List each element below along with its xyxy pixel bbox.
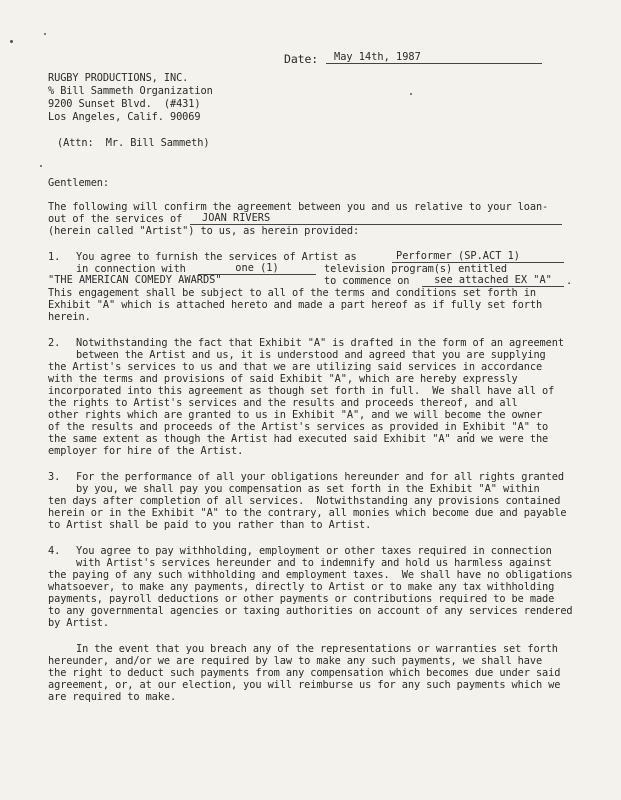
para4-number: 4.: [48, 545, 61, 557]
para3-line: For the performance of all your obligations hereunder and for all rights granted: [76, 471, 564, 483]
para2-line: of the results and proceeds of the Artist's services as provided in Exhibit "A" to: [48, 421, 549, 433]
para2-line: the same extent as though the Artist had executed said Exhibit "A" and we were the: [48, 433, 549, 445]
para1-line-2a: in connection with: [76, 263, 186, 275]
start-date-field: see attached EX "A": [422, 274, 564, 287]
para4-line: to any governmental agencies or taxing authorities on account of any services rendered: [48, 605, 573, 617]
speck-mark: [10, 40, 13, 43]
para2-line: incorporated into this agreement as though set forth in full. We shall have all of: [48, 385, 555, 397]
intro-line-3: (herein called "Artist") to us, as herein provided:: [48, 225, 360, 237]
para4-line: payments, payroll deductions or other payments or contributions required to be made: [48, 593, 555, 605]
para4-line: You agree to pay withholding, employment or other taxes required in connection: [76, 545, 552, 557]
para2-line: Notwithstanding the fact that Exhibit "A" is drafted in the form of an agreement: [76, 337, 564, 349]
para2-number: 2.: [48, 337, 61, 349]
para3-line: to Artist shall be paid to you rather than to Artist.: [48, 519, 372, 531]
para1-line-1: You agree to furnish the services of Artist as: [76, 251, 357, 263]
para1-number: 1.: [48, 251, 61, 263]
para2-line: the Artist's services to us and that we are utilizing said services in accordance: [48, 361, 543, 373]
para4-line: whatsoever, to make any payments, directly to Artist or to make any tax withholding: [48, 581, 555, 593]
para2-line: between the Artist and us, it is understood and agreed that you are supplying: [76, 349, 546, 361]
address-line-2: % Bill Sammeth Organization: [48, 85, 213, 97]
para4-line: by Artist.: [48, 617, 109, 629]
para5-line: the right to deduct such payments from any compensation which becomes due under said: [48, 667, 561, 679]
para3-line: by you, we shall pay you compensation as set forth in the Exhibit "A" within: [76, 483, 540, 495]
para3-line: ten days after completion of all services. Notwithstanding any provisions contained: [48, 495, 561, 507]
para1-line-3b: to commence on: [324, 275, 410, 287]
artist-name-field: JOAN RIVERS: [190, 212, 562, 225]
para4-line: the paying of any such withholding and employment taxes. We shall have no obligations: [48, 569, 573, 581]
program-count-field: one (1): [198, 262, 316, 275]
intro-line-1: The following will confirm the agreement between you and us relative to your loan-: [48, 201, 549, 213]
para4-line: with Artist's services hereunder and to indemnify and hold us harmless against: [76, 557, 552, 569]
speck-mark: [44, 33, 46, 35]
para1-line-2b: television program(s) entitled: [324, 263, 507, 275]
speck-mark: [40, 165, 42, 167]
para3-number: 3.: [48, 471, 61, 483]
address-line-4: Los Angeles, Calif. 90069: [48, 111, 201, 123]
address-line-1: RUGBY PRODUCTIONS, INC.: [48, 72, 189, 84]
intro-line-2: out of the services of: [48, 213, 183, 225]
date-value: May 14th, 1987: [326, 51, 542, 64]
program-title-field: "THE AMERICAN COMEDY AWARDS": [48, 274, 222, 286]
para1-line-5: Exhibit "A" which is attached hereto and made a part hereof as if fully set forth: [48, 299, 543, 311]
para2-line: other rights which are granted to us in Exhibit "A", and we will become the owner: [48, 409, 543, 421]
para2-line: the rights to Artist's services and the results and proceeds thereof, and all: [48, 397, 518, 409]
address-line-3: 9200 Sunset Blvd. (#431): [48, 98, 201, 110]
speck-mark: [410, 93, 412, 95]
para5-line: hereunder, and/or we are required by law to make any such payments, we shall have: [48, 655, 543, 667]
role-field: Performer (SP.ACT 1): [392, 250, 564, 263]
date-label: Date:: [284, 52, 319, 66]
para2-line: employer for hire of the Artist.: [48, 445, 244, 457]
para1-line-4: This engagement shall be subject to all of the terms and conditions set forth in: [48, 287, 536, 299]
para2-line: with the terms and provisions of said Exhibit "A", which are hereby expressly: [48, 373, 518, 385]
para5-line: agreement, or, at our election, you will reimburse us for any such payments which we: [48, 679, 561, 691]
salutation: Gentlemen:: [48, 177, 109, 189]
para1-line-6: herein.: [48, 311, 91, 323]
para5-line: In the event that you breach any of the representations or warranties set forth: [76, 643, 558, 655]
para1-line-3c: .: [566, 275, 573, 287]
attention-line: (Attn: Mr. Bill Sammeth): [57, 137, 210, 149]
para3-line: herein or in the Exhibit "A" to the contrary, all monies which become due and payable: [48, 507, 567, 519]
para5-line: are required to make.: [48, 691, 177, 703]
